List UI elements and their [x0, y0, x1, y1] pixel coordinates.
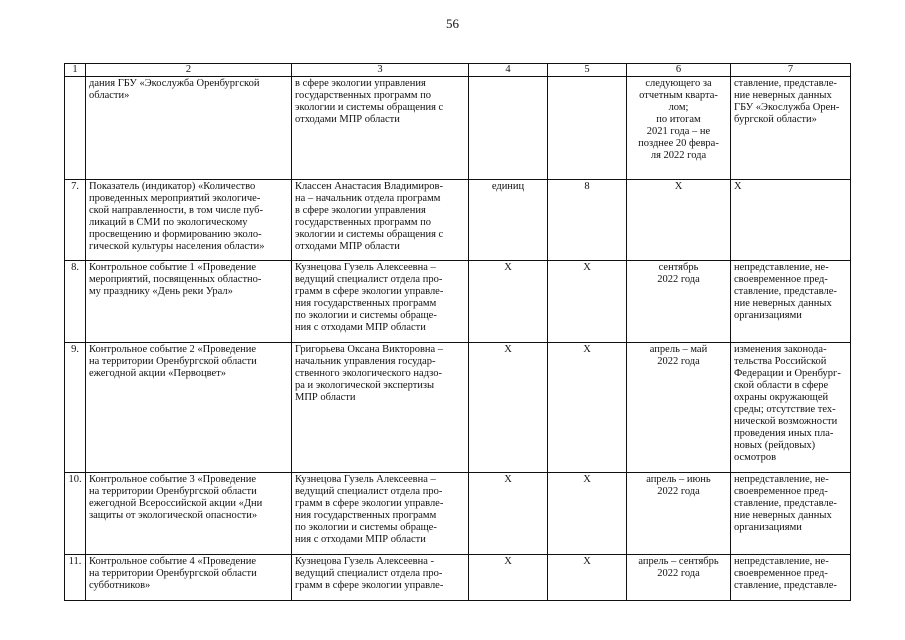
row-number-line: 11.	[68, 556, 82, 567]
column-header: 5	[548, 64, 627, 77]
table-row	[65, 473, 851, 555]
indicator-name-line: ской направленности, в том числе пуб-	[89, 205, 263, 216]
target-value-line: Х	[583, 344, 591, 355]
risk-description-line: ние неверных данных	[734, 90, 832, 101]
risk-description-line: осмотров	[734, 452, 777, 463]
risk-description-line: бургской области»	[734, 114, 817, 125]
row-number-cell	[65, 261, 86, 343]
unit-of-measure-line: Х	[504, 474, 512, 485]
risk-description-line: своевременное пред-	[734, 274, 828, 285]
responsible-person-line: Кузнецова Гузель Алексеевна –	[295, 474, 436, 485]
indicator-name-line: ликаций в СМИ по экологическому	[89, 217, 248, 228]
row-number-line: 8.	[71, 262, 79, 273]
unit-of-measure-cell	[469, 180, 548, 261]
responsible-person-cell	[292, 180, 469, 261]
responsible-person-line: экологии и системы обращения с	[295, 102, 444, 113]
responsible-person-line: ния государственных программ	[295, 510, 437, 521]
responsible-person-line: ния с отходами МПР области	[295, 534, 426, 545]
indicator-name-line: области»	[89, 90, 130, 101]
deadline-line: апрель – сентябрь	[638, 556, 719, 567]
risk-description-line: организациями	[734, 522, 802, 533]
responsible-person-line: Кузнецова Гузель Алексеевна -	[295, 556, 435, 567]
indicator-name-line: на территории Оренбургской области	[89, 568, 257, 579]
indicator-name-line: защиты от экологической опасности»	[89, 510, 258, 521]
risk-description-cell	[731, 261, 851, 343]
risk-description-line: Х	[734, 181, 742, 192]
column-header: 3	[292, 64, 469, 77]
indicator-name-cell	[86, 261, 292, 343]
indicator-name-line: му празднику «День реки Урал»	[89, 286, 233, 297]
deadline-line: 2022 года	[657, 486, 700, 497]
responsible-person-line: на – начальник отдела программ	[295, 193, 441, 204]
page-number: 56	[446, 16, 459, 31]
indicator-name-cell	[86, 555, 292, 601]
risk-description-line: ставление, представле-	[734, 286, 837, 297]
deadline-line: Х	[674, 181, 683, 192]
deadline-line: 2022 года	[657, 356, 700, 367]
indicator-name-line: субботников»	[89, 580, 151, 591]
indicator-name-line: Контрольное событие 1 «Проведение	[89, 262, 257, 273]
deadline-cell	[627, 180, 731, 261]
row-number-cell	[65, 180, 86, 261]
risk-description-line: нической возможности	[734, 416, 838, 427]
responsible-person-line: ведущий специалист отдела про-	[295, 568, 443, 579]
deadline-line: сентябрь	[658, 262, 699, 273]
deadline-cell	[627, 77, 731, 180]
responsible-person-cell	[292, 261, 469, 343]
indicator-name-line: проведенных мероприятий экологиче-	[89, 193, 261, 204]
risk-description-line: ГБУ «Экослужба Орен-	[734, 102, 840, 113]
risk-description-cell	[731, 473, 851, 555]
risk-description-cell	[731, 343, 851, 473]
responsible-person-line: ра и экологической экспертизы	[295, 380, 435, 391]
deadline-line: 2022 года	[657, 568, 700, 579]
row-number-line: 9.	[71, 344, 79, 355]
responsible-person-line: грамм в сфере экологии управле-	[295, 580, 444, 591]
responsible-person-line: ния с отходами МПР области	[295, 322, 426, 333]
indicator-name-line: Контрольное событие 3 «Проведение	[89, 474, 257, 485]
risk-description-line: тельства Российской	[734, 356, 827, 367]
indicator-name-line: просвещению и формированию эколо-	[89, 229, 262, 240]
target-value-cell	[548, 555, 627, 601]
indicator-name-line: дания ГБУ «Экослужба Оренбургской	[89, 78, 260, 89]
risk-description-line: ской области в сфере	[734, 380, 829, 391]
indicator-name-line: мероприятий, посвященных областно-	[89, 274, 262, 285]
risk-description-line: изменения законода-	[734, 344, 827, 355]
target-value-cell	[548, 343, 627, 473]
responsible-person-line: ведущий специалист отдела про-	[295, 274, 443, 285]
risk-description-line: своевременное пред-	[734, 568, 828, 579]
indicator-name-line: гической культуры населения области»	[89, 241, 265, 252]
risk-description-cell	[731, 555, 851, 601]
deadline-line: следующего за	[645, 78, 712, 89]
risk-description-line: непредставление, не-	[734, 556, 829, 567]
unit-of-measure-line: Х	[504, 262, 512, 273]
risk-description-cell	[731, 77, 851, 180]
row-number-cell	[65, 77, 86, 180]
risk-description-line: непредставление, не-	[734, 474, 829, 485]
responsible-person-line: МПР области	[295, 392, 356, 403]
responsible-person-line: в сфере экологии управления	[295, 78, 426, 89]
column-header: 6	[627, 64, 731, 77]
deadline-cell	[627, 261, 731, 343]
risk-description-line: непредставление, не-	[734, 262, 829, 273]
responsible-person-line: государственных программ по	[295, 90, 432, 101]
responsible-person-line: ния государственных программ	[295, 298, 437, 309]
responsible-person-cell	[292, 555, 469, 601]
risk-description-line: ставление, представле-	[734, 78, 837, 89]
responsible-person-cell	[292, 343, 469, 473]
deadline-line: 2022 года	[657, 274, 700, 285]
responsible-person-line: экологии и системы обращения с	[295, 229, 444, 240]
deadline-line: отчетным кварта-	[639, 90, 718, 101]
table-row	[65, 77, 851, 180]
deadline-line: апрель – май	[649, 344, 708, 355]
risk-description-line: ние неверных данных	[734, 510, 832, 521]
row-number-cell	[65, 473, 86, 555]
responsible-person-line: начальник управления государ-	[295, 356, 436, 367]
deadline-line: апрель – июнь	[646, 474, 711, 485]
column-header: 2	[86, 64, 292, 77]
unit-of-measure-cell	[469, 555, 548, 601]
indicator-name-line: Показатель (индикатор) «Количество	[89, 181, 256, 192]
indicator-name-line: ежегодной Всероссийской акции «Дни	[89, 498, 263, 509]
indicator-name-cell	[86, 180, 292, 261]
responsible-person-line: ственного экологического надзо-	[295, 368, 442, 379]
responsible-person-line: Классен Анастасия Владимиров-	[295, 181, 443, 192]
responsible-person-line: по экологии и системы обраще-	[295, 522, 437, 533]
column-header: 7	[731, 64, 851, 77]
target-value-line: Х	[583, 474, 591, 485]
target-value-line: 8	[584, 181, 590, 192]
target-value-cell	[548, 77, 627, 180]
unit-of-measure-line: Х	[504, 556, 512, 567]
deadline-line: лом;	[668, 102, 689, 113]
target-value-line: Х	[583, 556, 591, 567]
deadline-cell	[627, 343, 731, 473]
indicator-name-cell	[86, 473, 292, 555]
indicator-name-line: Контрольное событие 4 «Проведение	[89, 556, 257, 567]
table-row	[65, 261, 851, 343]
risk-description-line: организациями	[734, 310, 802, 321]
responsible-person-line: государственных программ по	[295, 217, 432, 228]
unit-of-measure-line: Х	[504, 344, 512, 355]
monitoring-table	[64, 63, 851, 601]
indicator-name-line: на территории Оренбургской области	[89, 486, 257, 497]
risk-description-line: охраны окружающей	[734, 392, 829, 403]
indicator-name-cell	[86, 77, 292, 180]
risk-description-line: новых (рейдовых)	[734, 440, 816, 451]
deadline-cell	[627, 473, 731, 555]
unit-of-measure-cell	[469, 77, 548, 180]
column-number-row	[65, 64, 851, 77]
responsible-person-line: Кузнецова Гузель Алексеевна –	[295, 262, 436, 273]
risk-description-cell	[731, 180, 851, 261]
row-number-line: 7.	[71, 181, 79, 192]
table-row	[65, 180, 851, 261]
indicator-name-cell	[86, 343, 292, 473]
risk-description-line: своевременное пред-	[734, 486, 828, 497]
responsible-person-line: грамм в сфере экологии управле-	[295, 498, 444, 509]
target-value-cell	[548, 180, 627, 261]
responsible-person-line: по экологии и системы обраще-	[295, 310, 437, 321]
target-value-line: Х	[583, 262, 591, 273]
risk-description-line: ние неверных данных	[734, 298, 832, 309]
indicator-name-line: ежегодной акции «Первоцвет»	[89, 368, 227, 379]
target-value-cell	[548, 261, 627, 343]
deadline-line: ля 2022 года	[650, 150, 707, 161]
column-header: 4	[469, 64, 548, 77]
responsible-person-line: отходами МПР области	[295, 241, 400, 252]
responsible-person-cell	[292, 473, 469, 555]
deadline-line: по итогам	[656, 114, 701, 125]
unit-of-measure-line: единиц	[491, 181, 525, 192]
risk-description-line: проведения иных пла-	[734, 428, 834, 439]
risk-description-line: среды; отсутствие тех-	[734, 404, 836, 415]
risk-description-line: ставление, представле-	[734, 580, 837, 591]
responsible-person-line: отходами МПР области	[295, 114, 400, 125]
deadline-line: 2021 года – не	[646, 126, 711, 137]
responsible-person-line: Григорьева Оксана Викторовна –	[295, 344, 444, 355]
unit-of-measure-cell	[469, 473, 548, 555]
responsible-person-cell	[292, 77, 469, 180]
indicator-name-line: на территории Оренбургской области	[89, 356, 257, 367]
row-number-line: 10.	[68, 474, 82, 485]
deadline-line: позднее 20 февра-	[638, 138, 719, 149]
risk-description-line: Федерации и Оренбург-	[734, 368, 841, 379]
unit-of-measure-cell	[469, 343, 548, 473]
unit-of-measure-cell	[469, 261, 548, 343]
column-header: 1	[65, 64, 86, 77]
row-number-cell	[65, 555, 86, 601]
target-value-cell	[548, 473, 627, 555]
table-row	[65, 343, 851, 473]
indicator-name-line: Контрольное событие 2 «Проведение	[89, 344, 257, 355]
responsible-person-line: ведущий специалист отдела про-	[295, 486, 443, 497]
deadline-cell	[627, 555, 731, 601]
risk-description-line: ставление, представле-	[734, 498, 837, 509]
responsible-person-line: в сфере экологии управления	[295, 205, 426, 216]
responsible-person-line: грамм в сфере экологии управле-	[295, 286, 444, 297]
table-row	[65, 555, 851, 601]
row-number-cell	[65, 343, 86, 473]
table-body	[65, 77, 851, 601]
